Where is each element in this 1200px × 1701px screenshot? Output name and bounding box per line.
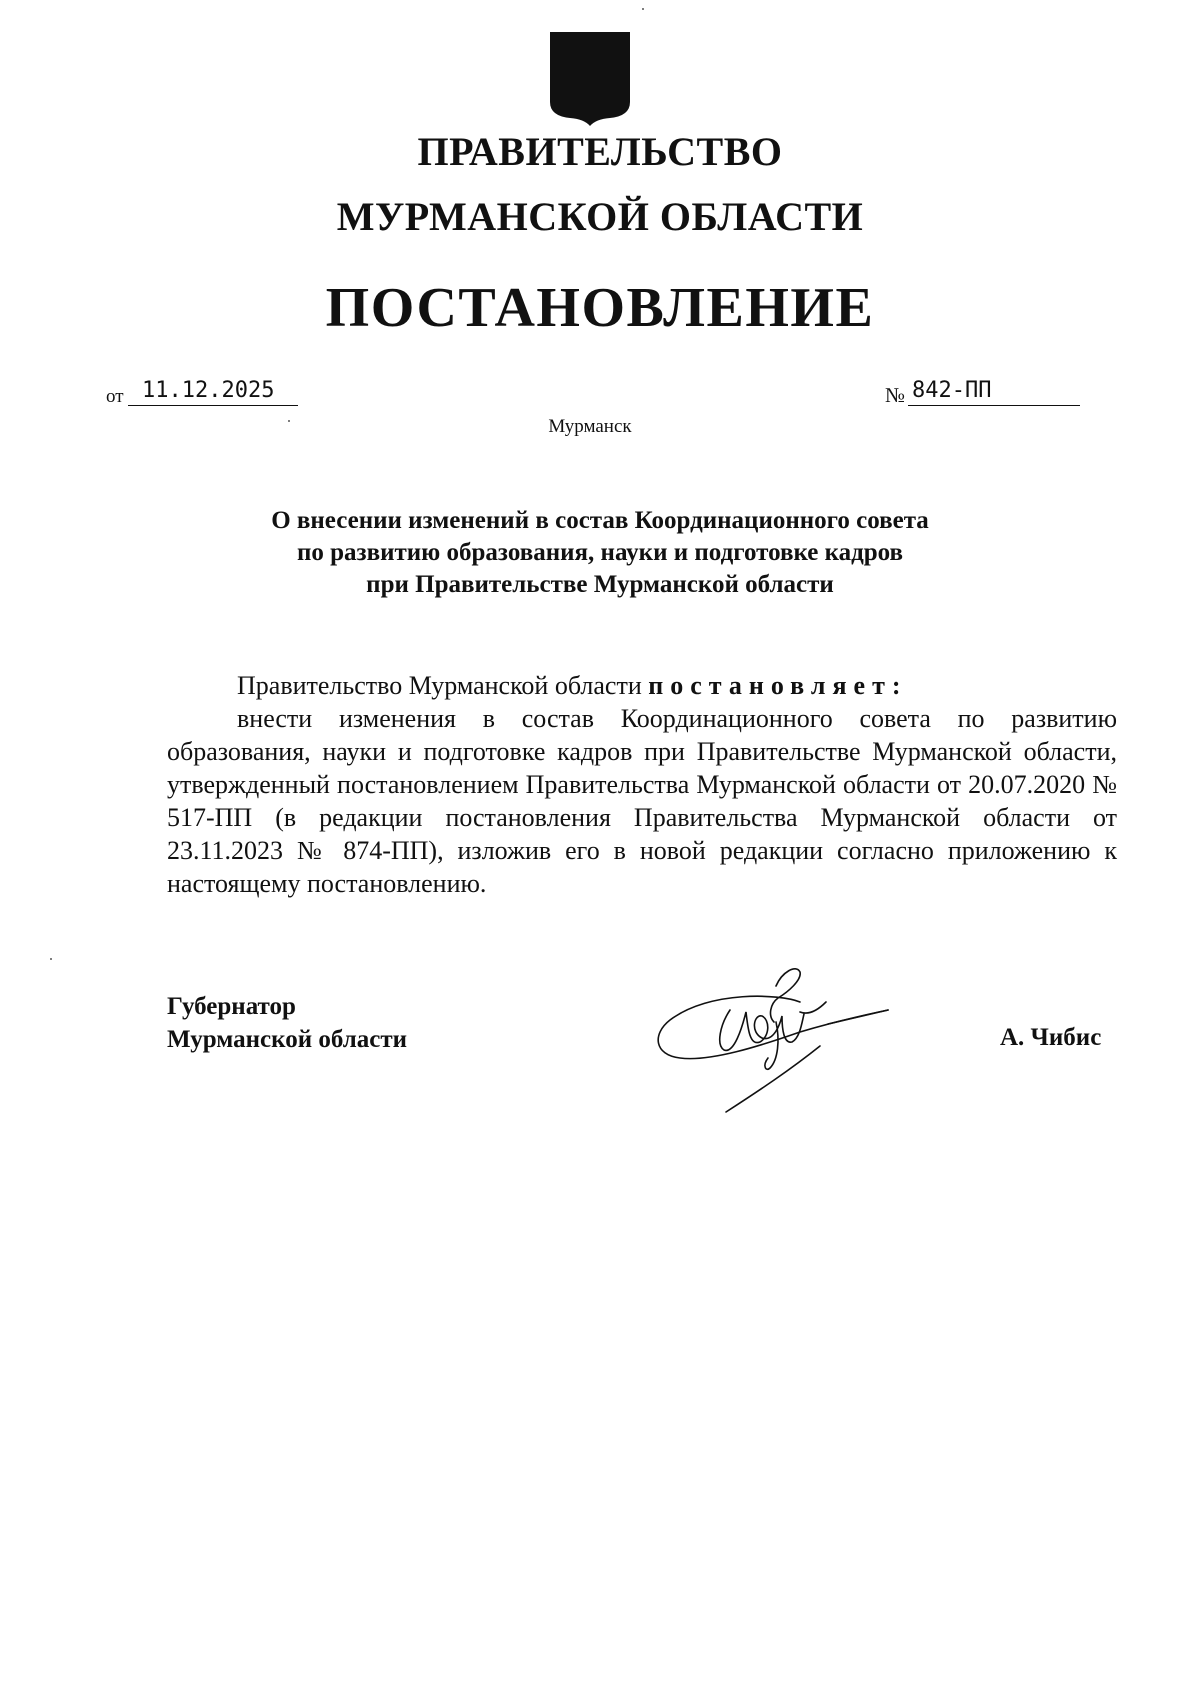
decree-paragraph: внести изменения в состав Координационного совета по развитию образования, науки и подготовке кадров при Правительстве Мурманской области, утвержденный постановлением Правительства Мурманской области от 20.07.2020 № 517-ПП (в редакции постановления Правительства Мурманской области от 23.11.2023 № 874-ПП), изложив его в новой редакции согласно приложению к настоящему постановлению. bbox=[167, 704, 1117, 898]
handwritten-signature bbox=[650, 950, 920, 1120]
org-name-line-2: МУРМАНСКОЙ ОБЛАСТИ bbox=[336, 194, 864, 239]
signer-title-line-1: Губернатор bbox=[167, 993, 296, 1020]
coat-of-arms-icon bbox=[548, 30, 632, 128]
org-name-line-1: ПРАВИТЕЛЬСТВО bbox=[417, 129, 783, 174]
document-date: 11.12.2025 bbox=[128, 377, 298, 406]
title-line-3: при Правительстве Мурманской области bbox=[366, 571, 834, 598]
decree-word: постановляет: bbox=[648, 671, 908, 700]
decree-intro-text: Правительство Мурманской области bbox=[237, 671, 642, 700]
document-number: 842-ПП bbox=[908, 377, 1080, 406]
signer-title bbox=[167, 990, 407, 1056]
city: Мурманск bbox=[548, 416, 632, 437]
document-type: ПОСТАНОВЛЕНИЕ bbox=[325, 277, 875, 339]
scan-speck bbox=[50, 958, 52, 960]
number-prefix: № bbox=[885, 383, 906, 407]
signer-title-line-2: Мурманской области bbox=[167, 1026, 408, 1053]
document-body bbox=[167, 669, 1117, 900]
scan-speck bbox=[642, 8, 644, 10]
title-line-1: О внесении изменений в состав Координационного совета bbox=[271, 507, 929, 534]
date-prefix: от bbox=[106, 386, 124, 407]
title-line-2: по развитию образования, науки и подготовке кадров bbox=[296, 539, 904, 566]
signer-name: А. Чибис bbox=[1000, 1024, 1102, 1051]
document-title bbox=[0, 505, 1200, 601]
decree-intro bbox=[167, 669, 1117, 702]
